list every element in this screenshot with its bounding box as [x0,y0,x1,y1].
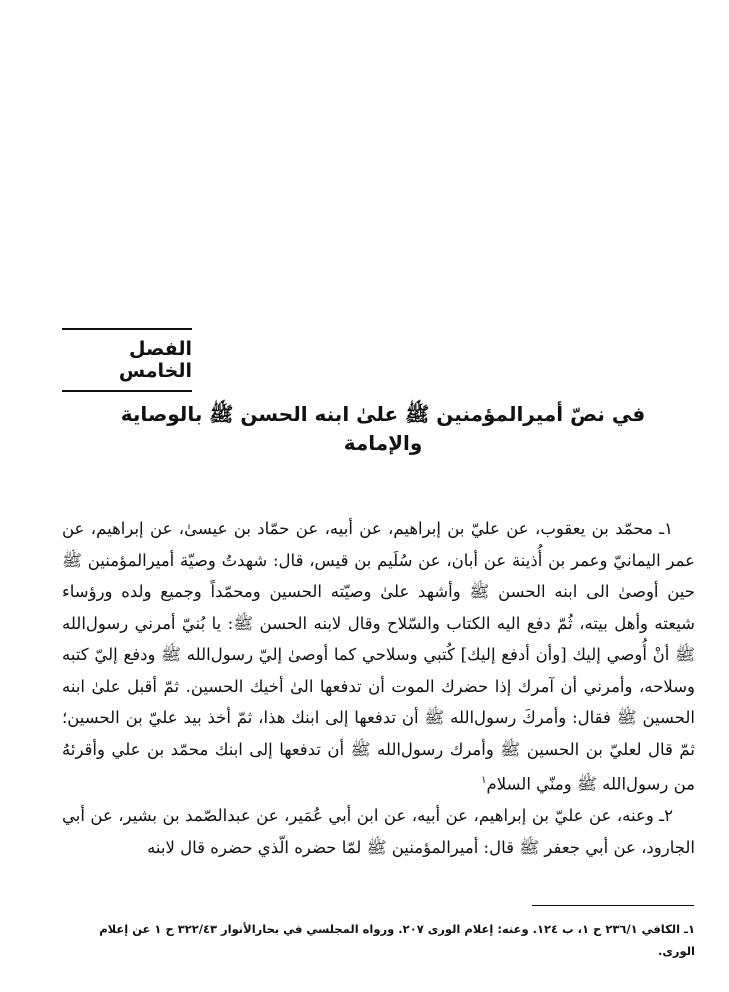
paragraph-1-text: ١ـ محمّد بن يعقوب، عن عليّ بن إبراهيم، عن أبيه، عن حمّاد بن عيسىٰ، عن إبراهيم، عن عمر اليمانيّ وعمر بن أُذينة عن أبان، عن سُلَيم بن قيس، قال: شهدتُ وصيّة أميرالمؤمنين ﷺ حين أوصىٰ الى ابنه الحسن ﷺ وأشهد علىٰ وصيّته الحسين ومحمّداً وجميع ولده ورؤساء شيعته وأهل بيته، ثُمّ دفع اليه الكتاب والسّلاح وقال لابنه الحسن ﷺ: يا بُنيّ أمرني رسول‌الله ﷺ أنْ أُوصي إليك [وأن أدفع إليك] كُتبي وسلاحي كما أوصىٰ إليّ رسول‌الله ﷺ ودفع إليّ كتبه وسلاحه، وأمرني أن آمرك إذا حضرك الموت أن تدفعها الىٰ أخيك الحسين. ثمّ أقبل علىٰ ابنه الحسين ﷺ فقال: وأمركَ رسول‌الله ﷺ أن تدفعها إلى ابنك هذا، ثمّ أخذ بيد عليّ بن الحسين؛ ثمّ قال لعليّ بن الحسين ﷺ وأمرك رسول‌الله ﷺ أن تدفعها إلى ابنك محمّد بن علي وأقرئهُ من رسول‌الله ﷺ ومنّي السلام [62,519,695,794]
body-text [62,513,695,863]
paragraph-1 [62,513,695,800]
footnote-mark: ١ [481,775,487,786]
paragraph-2 [62,800,695,863]
chapter-title: في نصّ أميرالمؤمنين ﷺ علىٰ ابنه الحسن ﷺ بالوصاية والإمامة [120,402,646,455]
chapter-top-rule [62,328,192,330]
footnote: ١ـ الكافي ٢٣٦/١ ح ١، ب ١٢٤. وعنه: إعلام الورى ٢٠٧. ورواه المجلسي في بحارالأنوار ٣٢٢/٤٣ ح ١ عن إعلام الورى. [99,922,695,958]
chapter-label: الفصل الخامس [62,338,192,392]
paragraph-2-text: ٢ـ وعنه، عن عليّ بن إبراهيم، عن أبيه، عن ابن أبي عُمَير، عن عبدالصّمد بن بشير، عن أبي الجارود، عن أبي جعفر ﷺ قال: أميرالمؤمنين ﷺ لمّا حضره الّذي حضره قال لابنه [62,806,695,857]
footnote-divider [532,905,694,906]
